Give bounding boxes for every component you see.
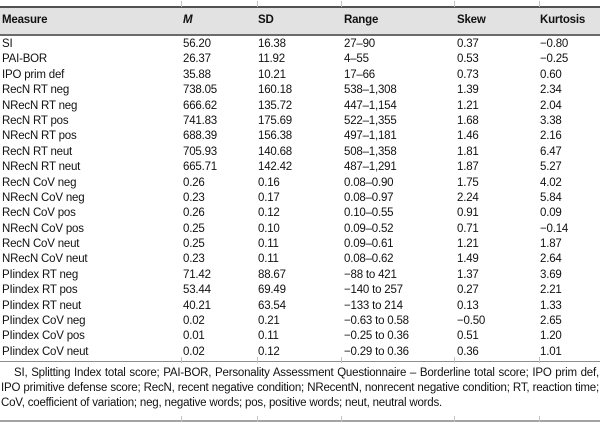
kurtosis-cell: 2.64 xyxy=(540,253,562,266)
column-boundary-tick xyxy=(257,357,258,363)
column-boundary-tick xyxy=(341,416,342,422)
kurtosis-cell: 1.20 xyxy=(540,330,562,343)
range-cell: 0.08–0.90 xyxy=(344,176,394,189)
sd-cell: 10.21 xyxy=(258,68,286,81)
range-cell: 0.10–0.55 xyxy=(344,207,394,220)
skew-cell: 1.39 xyxy=(457,84,479,97)
column-boundary-tick xyxy=(454,416,455,422)
measure-cell: NRecN CoV neg xyxy=(2,191,85,204)
range-cell: −0.29 to 0.36 xyxy=(344,345,409,358)
table-row xyxy=(0,314,600,329)
table-row xyxy=(0,329,600,344)
mean-cell: 56.20 xyxy=(183,38,211,50)
measure-cell: RecN RT pos xyxy=(2,114,69,127)
measure-cell: NRecN CoV pos xyxy=(2,222,84,235)
kurtosis-cell: 2.65 xyxy=(540,315,562,328)
sd-cell: 142.42 xyxy=(258,161,292,174)
kurtosis-cell: 0.09 xyxy=(540,207,562,220)
sd-cell: 0.12 xyxy=(258,207,280,220)
mean-cell: 0.26 xyxy=(183,176,205,189)
mean-cell: 0.25 xyxy=(183,238,205,251)
table-row xyxy=(0,252,600,267)
table-row xyxy=(0,114,600,129)
range-cell: −0.63 to 0.58 xyxy=(344,315,409,328)
table-row xyxy=(0,299,600,314)
mean-cell: 665.71 xyxy=(183,161,217,174)
kurtosis-cell: 2.04 xyxy=(540,99,562,112)
table-row xyxy=(0,129,600,144)
column-header-skew: Skew xyxy=(457,14,486,26)
mean-cell: 0.26 xyxy=(183,207,205,220)
column-boundary-tick xyxy=(181,416,182,422)
measure-cell: IPO prim def xyxy=(2,68,65,81)
measure-cell: PIindex RT pos xyxy=(2,284,78,297)
column-boundary-tick xyxy=(181,1,182,7)
column-boundary-tick xyxy=(341,357,342,363)
kurtosis-cell: 2.34 xyxy=(540,84,562,97)
skew-cell: 1.68 xyxy=(457,114,479,127)
table-row xyxy=(0,68,600,83)
sd-cell: 0.16 xyxy=(258,176,280,189)
sd-cell: 156.38 xyxy=(258,130,292,143)
table-row xyxy=(0,222,600,237)
kurtosis-cell: 5.84 xyxy=(540,191,562,204)
kurtosis-cell: 3.38 xyxy=(540,114,562,127)
table-row xyxy=(0,176,600,191)
table-row xyxy=(0,99,600,114)
skew-cell: 1.81 xyxy=(457,145,479,158)
measure-cell: PIindex RT neut xyxy=(2,299,82,312)
kurtosis-cell: 1.87 xyxy=(540,238,562,251)
sd-cell: 0.11 xyxy=(258,238,279,251)
measure-cell: NRecN CoV neut xyxy=(2,253,88,266)
column-boundary-tick xyxy=(181,357,182,363)
column-boundary-tick xyxy=(539,1,540,7)
mean-cell: 0.25 xyxy=(183,222,205,235)
sd-cell: 0.17 xyxy=(258,191,280,204)
sd-cell: 16.38 xyxy=(258,38,286,50)
measure-cell: NRecN RT pos xyxy=(2,130,77,143)
kurtosis-cell: 3.69 xyxy=(540,268,562,281)
column-boundary-tick xyxy=(257,1,258,7)
table-row xyxy=(0,206,600,221)
mean-cell: 0.23 xyxy=(183,253,205,266)
measure-cell: PIindex CoV neut xyxy=(2,345,89,358)
skew-cell: 1.75 xyxy=(457,176,479,189)
mean-cell: 26.37 xyxy=(183,53,211,66)
skew-cell: 1.49 xyxy=(457,253,479,266)
column-header-kurtosis: Kurtosis xyxy=(540,14,586,26)
range-cell: −133 to 214 xyxy=(344,299,403,312)
skew-cell: 1.21 xyxy=(457,238,479,251)
range-cell: 0.08–0.62 xyxy=(344,253,394,266)
measure-cell: PIindex CoV neg xyxy=(2,315,86,328)
measure-cell: PIindex RT neg xyxy=(2,268,79,281)
range-cell: 497–1,181 xyxy=(344,130,397,143)
kurtosis-cell: 1.33 xyxy=(540,299,562,312)
mean-cell: 666.62 xyxy=(183,99,217,112)
range-cell: 0.09–0.52 xyxy=(344,222,394,235)
table-row xyxy=(0,191,600,206)
bottom-rule xyxy=(0,420,600,422)
column-boundary-tick xyxy=(539,416,540,422)
mean-cell: 705.93 xyxy=(183,145,217,158)
footnote-top-rule xyxy=(0,361,600,362)
table-row xyxy=(0,37,600,52)
column-boundary-tick xyxy=(454,1,455,7)
column-boundary-tick xyxy=(539,357,540,363)
table-row xyxy=(0,160,600,175)
mean-cell: 688.39 xyxy=(183,130,217,143)
table-row xyxy=(0,345,600,360)
mean-cell: 40.21 xyxy=(183,299,211,312)
column-boundary-tick xyxy=(257,416,258,422)
skew-cell: −0.50 xyxy=(457,315,486,328)
mean-cell: 0.02 xyxy=(183,315,205,328)
mean-cell: 741.83 xyxy=(183,114,217,127)
measure-cell: PIindex CoV pos xyxy=(2,330,85,343)
skew-cell: 0.13 xyxy=(457,299,479,312)
measure-cell: NRecN RT neut xyxy=(2,161,81,174)
range-cell: 447–1,154 xyxy=(344,99,397,112)
skew-cell: 0.53 xyxy=(457,53,479,66)
sd-cell: 0.11 xyxy=(258,330,279,343)
sd-cell: 0.12 xyxy=(258,345,280,358)
kurtosis-cell: −0.80 xyxy=(540,38,569,50)
skew-cell: 2.24 xyxy=(457,191,479,204)
sd-cell: 160.18 xyxy=(258,84,292,97)
column-header-range: Range xyxy=(344,14,379,26)
measure-cell: PAI-BOR xyxy=(2,53,48,66)
mean-cell: 0.01 xyxy=(183,330,205,343)
range-cell: 17–66 xyxy=(344,68,375,81)
range-cell: 538–1,308 xyxy=(344,84,397,97)
range-cell: 27–90 xyxy=(344,38,375,50)
table-header-row xyxy=(0,8,600,34)
kurtosis-cell: 2.21 xyxy=(540,284,562,297)
column-header-sd: SD xyxy=(258,14,274,26)
table-row xyxy=(0,268,600,283)
skew-cell: 1.46 xyxy=(457,130,479,143)
table-row xyxy=(0,145,600,160)
range-cell: 508–1,358 xyxy=(344,145,397,158)
skew-cell: 0.37 xyxy=(457,38,479,50)
mean-cell: 53.44 xyxy=(183,284,211,297)
skew-cell: 0.73 xyxy=(457,68,479,81)
skew-cell: 1.87 xyxy=(457,161,479,174)
skew-cell: 0.27 xyxy=(457,284,479,297)
column-header-measure: Measure xyxy=(2,14,48,26)
table-row xyxy=(0,83,600,98)
skew-cell: 0.36 xyxy=(457,345,479,358)
kurtosis-cell: 4.02 xyxy=(540,176,562,189)
header-bottom-rule xyxy=(0,34,600,36)
column-header-m: M xyxy=(183,14,193,26)
measure-cell: RecN RT neg xyxy=(2,84,70,97)
sd-cell: 69.49 xyxy=(258,284,286,297)
skew-cell: 1.21 xyxy=(457,99,479,112)
mean-cell: 35.88 xyxy=(183,68,211,81)
range-cell: 522–1,355 xyxy=(344,114,397,127)
mean-cell: 0.23 xyxy=(183,191,205,204)
sd-cell: 11.92 xyxy=(258,53,285,66)
table-footnote: SI, Splitting Index total score; PAI-BOR, Personality Assessment Questionnaire – Borderline total score; IPO prim def, IPO primitive defense score; RecN, recent negative condition; NRecentN, nonrecent negative condition; RT, reaction time; CoV, coefficient of variation; neg, negative words; pos, positive words; neut, neutral words. xyxy=(1,367,599,409)
sd-cell: 135.72 xyxy=(258,99,292,112)
range-cell: −140 to 257 xyxy=(344,284,403,297)
column-boundary-tick xyxy=(341,1,342,7)
sd-cell: 0.10 xyxy=(258,222,280,235)
kurtosis-cell: 6.47 xyxy=(540,145,562,158)
range-cell: 0.08–0.97 xyxy=(344,191,394,204)
table-row xyxy=(0,283,600,298)
table-row xyxy=(0,237,600,252)
range-cell: −0.25 to 0.36 xyxy=(344,330,409,343)
measure-cell: RecN CoV pos xyxy=(2,207,76,220)
kurtosis-cell: 5.27 xyxy=(540,161,562,174)
kurtosis-cell: −0.25 xyxy=(540,53,569,66)
mean-cell: 71.42 xyxy=(183,268,211,281)
range-cell: −88 to 421 xyxy=(344,268,397,281)
kurtosis-cell: 1.01 xyxy=(540,345,562,358)
kurtosis-cell: 0.60 xyxy=(540,68,562,81)
table-row xyxy=(0,52,600,67)
table-body xyxy=(0,37,600,360)
sd-cell: 88.67 xyxy=(258,268,286,281)
mean-cell: 738.05 xyxy=(183,84,217,97)
range-cell: 487–1,291 xyxy=(344,161,397,174)
measure-cell: RecN RT neut xyxy=(2,145,73,158)
sd-cell: 0.21 xyxy=(258,315,280,328)
sd-cell: 63.54 xyxy=(258,299,286,312)
sd-cell: 175.69 xyxy=(258,114,292,127)
range-cell: 0.09–0.61 xyxy=(344,238,394,251)
kurtosis-cell: 2.16 xyxy=(540,130,562,143)
mean-cell: 0.02 xyxy=(183,345,205,358)
sd-cell: 0.11 xyxy=(258,253,279,266)
skew-cell: 0.91 xyxy=(457,207,479,220)
skew-cell: 0.51 xyxy=(457,330,479,343)
kurtosis-cell: −0.14 xyxy=(540,222,569,235)
measure-cell: SI xyxy=(2,38,13,50)
range-cell: 4–55 xyxy=(344,53,369,66)
sd-cell: 140.68 xyxy=(258,145,292,158)
skew-cell: 0.71 xyxy=(457,222,479,235)
skew-cell: 1.37 xyxy=(457,268,479,281)
measure-cell: NRecN RT neg xyxy=(2,99,78,112)
measure-cell: RecN CoV neut xyxy=(2,238,80,251)
measure-cell: RecN CoV neg xyxy=(2,176,77,189)
column-boundary-tick xyxy=(454,357,455,363)
